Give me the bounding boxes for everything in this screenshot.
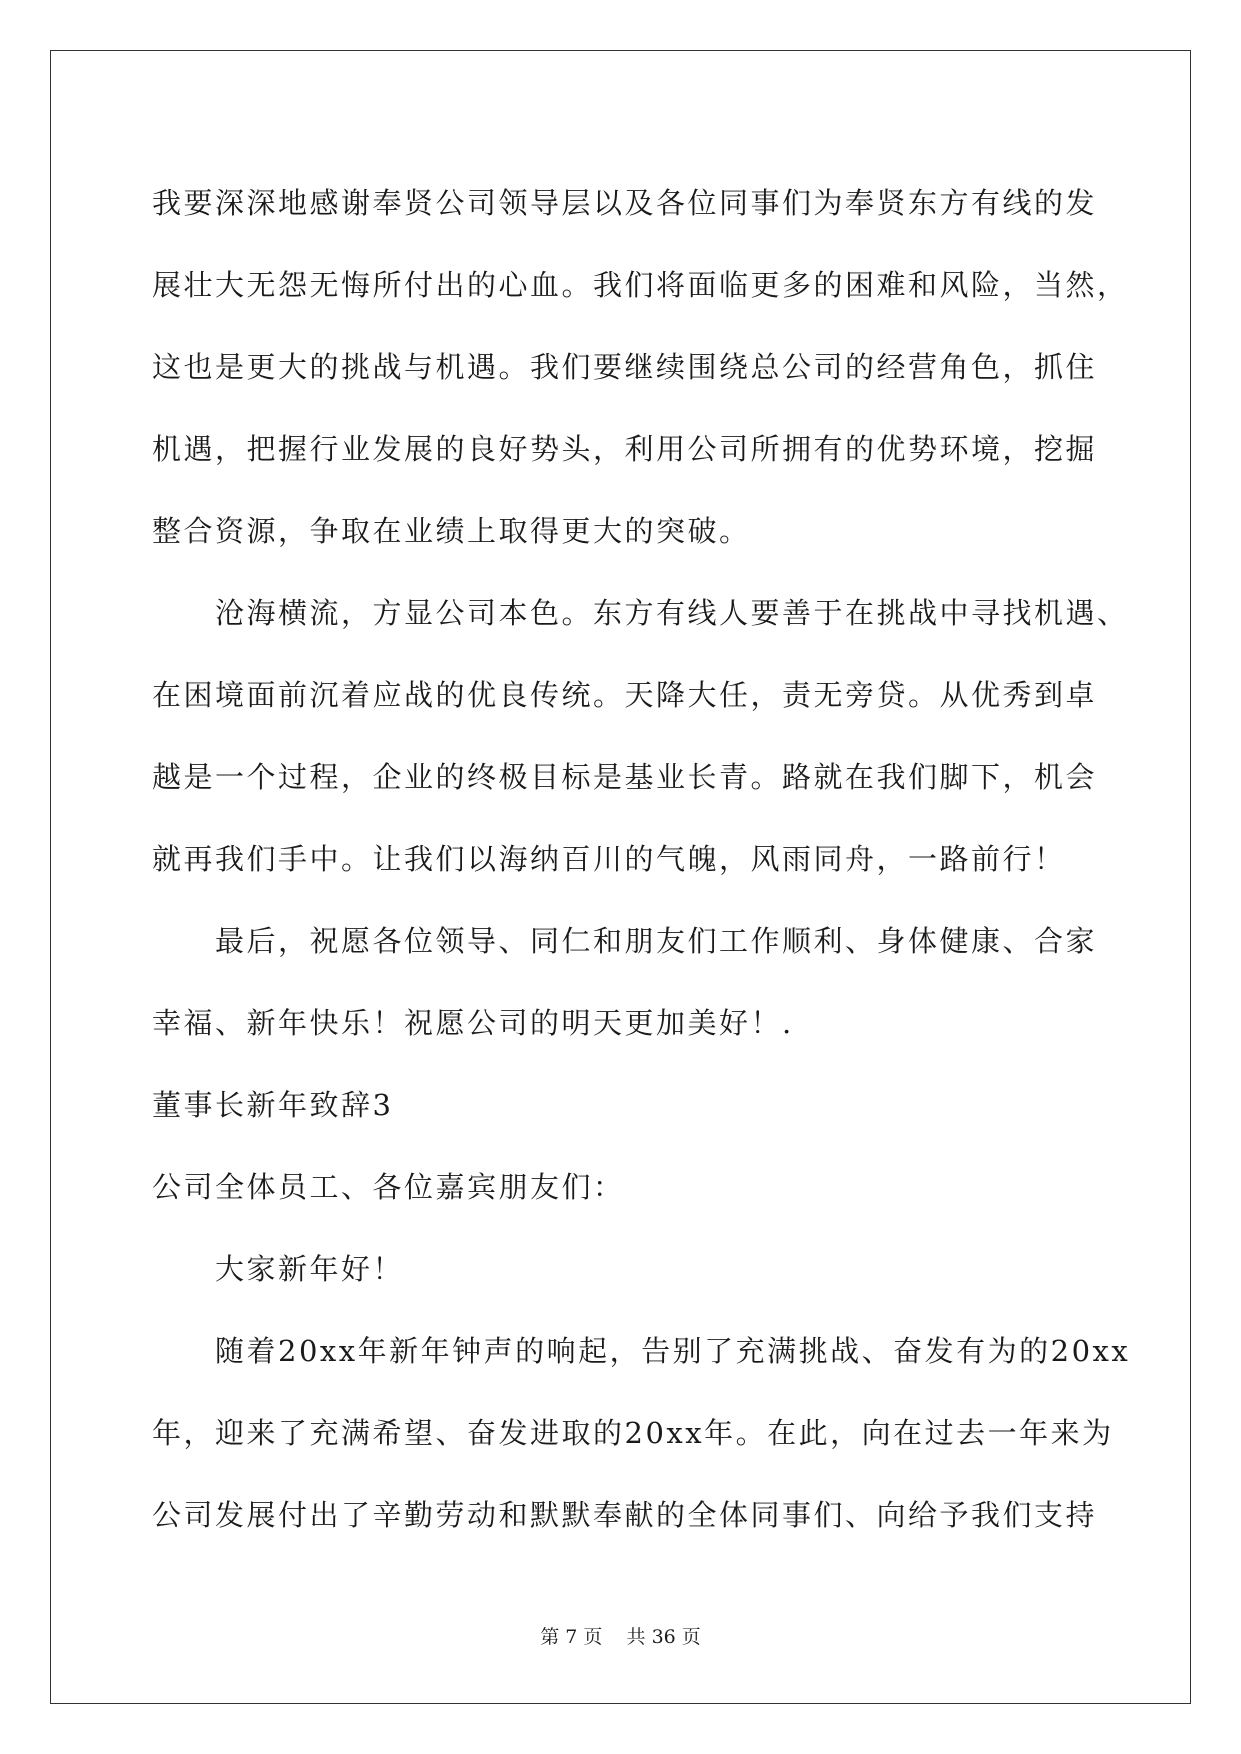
text-line: 在困境面前沉着应战的优良传统。天降大任，责无旁贷。从优秀到卓	[152, 678, 1098, 712]
paragraph-start: 沧海横流，方显公司本色。东方有线人要善于在挑战中寻找机遇、	[215, 596, 1129, 630]
document-body	[152, 162, 1131, 1556]
text-line: 年，迎来了充满希望、奋发进取的20xx年。在此，向在过去一年来为	[152, 1416, 1114, 1450]
salutation: 公司全体员工、各位嘉宾朋友们：	[152, 1170, 625, 1204]
text-line: 公司发展付出了辛勤劳动和默默奉献的全体同事们、向给予我们支持	[152, 1498, 1098, 1532]
text-line: 我要深深地感谢奉贤公司领导层以及各位同事们为奉贤东方有线的发	[152, 186, 1098, 220]
text-line: 越是一个过程，企业的终极目标是基业长青。路就在我们脚下，机会	[152, 760, 1098, 794]
paragraph-start: 最后，祝愿各位领导、同仁和朋友们工作顺利、身体健康、合家	[215, 924, 1098, 958]
paragraph-start: 随着20xx年新年钟声的响起，告别了充满挑战、奋发有为的20xx	[215, 1334, 1131, 1368]
text-line: 展壮大无怨无悔所付出的心血。我们将面临更多的困难和风险，当然，	[152, 268, 1129, 302]
text-line: 机遇，把握行业发展的良好势头，利用公司所拥有的优势环境，挖掘	[152, 432, 1098, 466]
greeting: 大家新年好！	[215, 1252, 405, 1286]
text-line: 整合资源，争取在业绩上取得更大的突破。	[152, 514, 751, 548]
section-heading: 董事长新年致辞3	[152, 1088, 394, 1122]
text-line: 这也是更大的挑战与机遇。我们要继续围绕总公司的经营角色，抓住	[152, 350, 1098, 384]
text-line: 幸福、新年快乐！祝愿公司的明天更加美好！.	[152, 1006, 794, 1040]
text-line: 就再我们手中。让我们以海纳百川的气魄，风雨同舟，一路前行！	[152, 842, 1066, 876]
page-number-footer: 第 7 页 共 36 页	[540, 1626, 701, 1648]
